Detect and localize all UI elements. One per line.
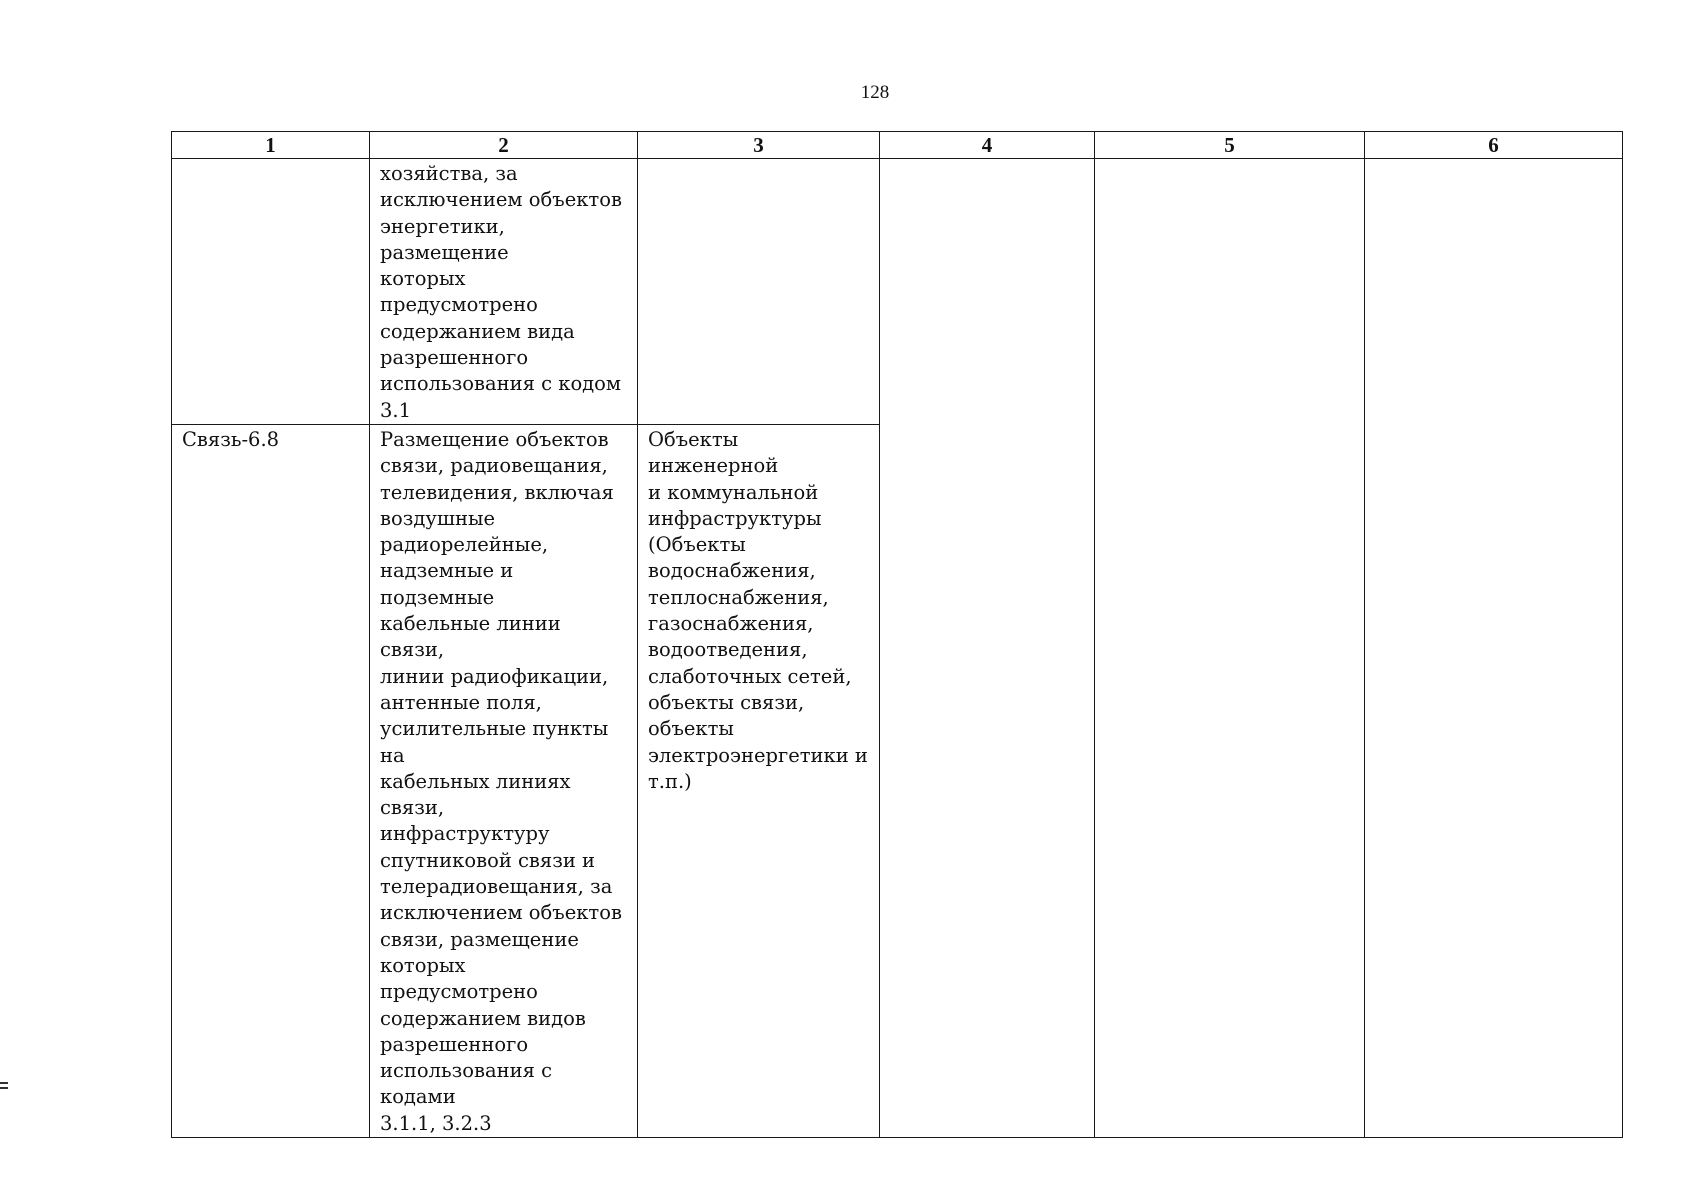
column-header-2: 2 [370,132,638,159]
svyaz-code-cell: Связь-6.8 [172,424,370,1137]
continuation-objects-cell [638,159,880,425]
merged-cell-col6 [1365,159,1623,1138]
continuation-code-cell [172,159,370,425]
regulation-table [171,131,1623,1138]
table-row [172,159,1623,425]
column-header-5: 5 [1095,132,1365,159]
table-header-row [172,132,1623,159]
column-header-4: 4 [880,132,1095,159]
continuation-description-cell: хозяйства, за исключением объектов энергетики, размещение которых предусмотрено содержанием вида разрешенного использования с кодом 3.1 [370,159,638,425]
svyaz-description-cell: Размещение объектов связи, радиовещания, телевидения, включая воздушные радиорелейные, надземные и подземные кабельные линии связи, линии радиофикации, антенные поля, усилительные пункты на кабельных линиях связи, инфраструктуру спутниковой связи и телерадиовещания, за исключением объектов связи, размещение которых предусмотрено содержанием видов разрешенного использования с кодами 3.1.1, 3.2.3 [370,424,638,1137]
svyaz-objects-cell: Объекты инженерной и коммунальной инфраструктуры (Объекты водоснабжения, теплоснабжения, газоснабжения, водоотведения, слаботочных сетей, объекты связи, объекты электроэнергетики и т.п.) [638,424,880,1137]
merged-cell-col4 [880,159,1095,1138]
merged-cell-col5 [1095,159,1365,1138]
column-header-6: 6 [1365,132,1623,159]
column-header-1: 1 [172,132,370,159]
scan-margin-mark [0,1082,8,1094]
page-number: 128 [860,82,890,103]
column-header-3: 3 [638,132,880,159]
